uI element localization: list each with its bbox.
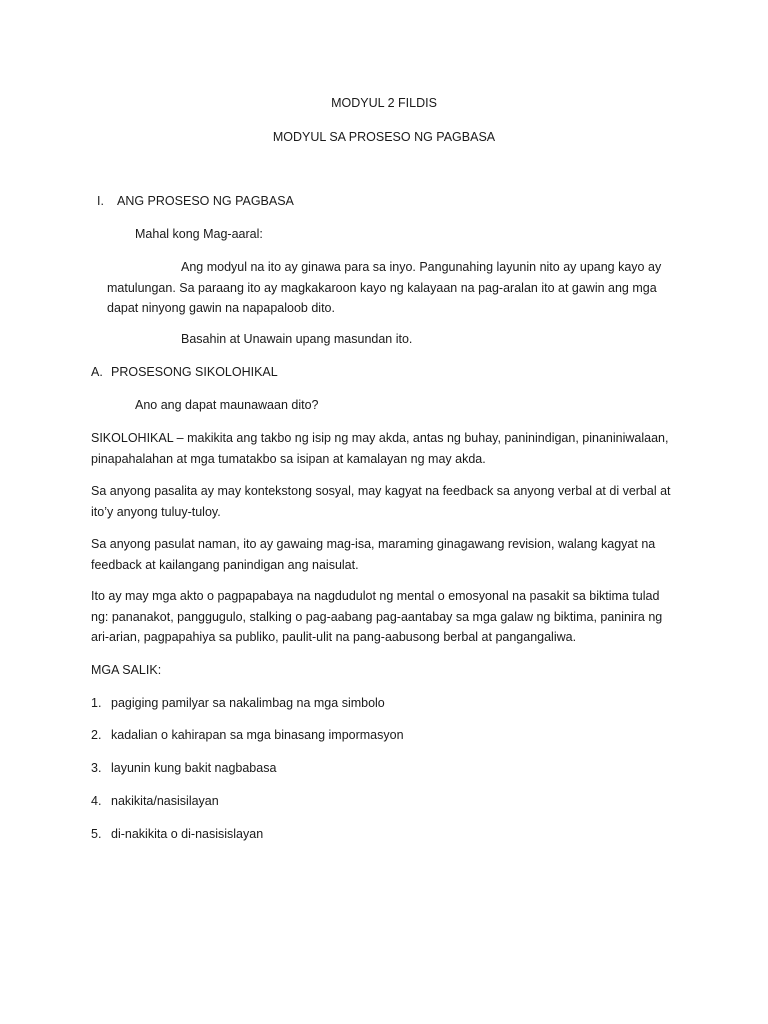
section-a-number: A. bbox=[91, 365, 103, 379]
list-item-number: 3. bbox=[91, 761, 102, 775]
list-item-text: pagiging pamilyar sa nakalimbag na mga simbolo bbox=[111, 696, 385, 710]
section-a-title: PROSESONG SIKOLOHIKAL bbox=[111, 365, 278, 379]
salutation: Mahal kong Mag-aaral: bbox=[135, 227, 263, 241]
paragraph-pasalita: Sa anyong pasalita ay may kontekstong sosyal, may kagyat na feedback sa anyong verbal at di verbal at ito’y anyong tuluy-tuloy. bbox=[91, 484, 671, 519]
list-item-number: 4. bbox=[91, 794, 102, 808]
section-i-title: ANG PROSESO NG PAGBASA bbox=[117, 194, 294, 208]
section-i-heading bbox=[97, 191, 294, 211]
list-item-text: nakikita/nasisilayan bbox=[111, 794, 219, 808]
paragraph-sikolohikal: SIKOLOHIKAL – makikita ang takbo ng isip ng may akda, antas ng buhay, paninindigan, pinaniniwalaan, pinapahalahan at mga tumatakbo sa isipan at kamalayan ng may akda. bbox=[91, 431, 669, 466]
list-item bbox=[91, 791, 219, 811]
list-item-number: 5. bbox=[91, 827, 102, 841]
list-item bbox=[91, 693, 385, 713]
question-text: Ano ang dapat maunawaan dito? bbox=[135, 398, 319, 412]
instruction-text: Basahin at Unawain upang masundan ito. bbox=[181, 332, 413, 346]
document-subtitle: MODYUL SA PROSESO NG PAGBASA bbox=[272, 130, 496, 144]
intro-paragraph: Ang modyul na ito ay ginawa para sa inyo. Pangunahing layunin nito ay upang kayo ay matulungan. Sa paraang ito ay magkakaroon kayo ng kalayaan na pag-aralan ito at gawin ang mga dapat ninyong gawin na napapaloob dito. bbox=[107, 260, 662, 315]
document-title: MODYUL 2 FILDIS bbox=[331, 96, 437, 110]
list-item-text: kadalian o kahirapan sa mga binasang impormasyon bbox=[111, 728, 404, 742]
list-item-text: layunin kung bakit nagbabasa bbox=[111, 761, 277, 775]
paragraph-akto: Ito ay may mga akto o pagpapabaya na nagdudulot ng mental o emosyonal na pasakit sa biktima tulad ng: pananakot, panggugulo, stalking o pag-aabang pag-aantabay sa mga galaw ng biktima, paninira ng ari-arian, pagpapahiya sa publiko, paulit-ulit na pang-aabusong berbal at pangangaliwa. bbox=[91, 589, 663, 644]
list-item-number: 2. bbox=[91, 728, 102, 742]
section-i-number: I. bbox=[97, 194, 104, 208]
list-item bbox=[91, 824, 263, 844]
section-a-heading bbox=[91, 362, 278, 382]
factors-heading: MGA SALIK: bbox=[91, 663, 162, 677]
paragraph-pasulat: Sa anyong pasulat naman, ito ay gawaing mag-isa, maraming ginagawang revision, walang kagyat na feedback at kailangang panindigan ang naisulat. bbox=[91, 537, 656, 572]
list-item-number: 1. bbox=[91, 696, 102, 710]
list-item-text: di-nakikita o di-nasisislayan bbox=[111, 827, 264, 841]
list-item bbox=[91, 725, 404, 745]
list-item bbox=[91, 758, 276, 778]
